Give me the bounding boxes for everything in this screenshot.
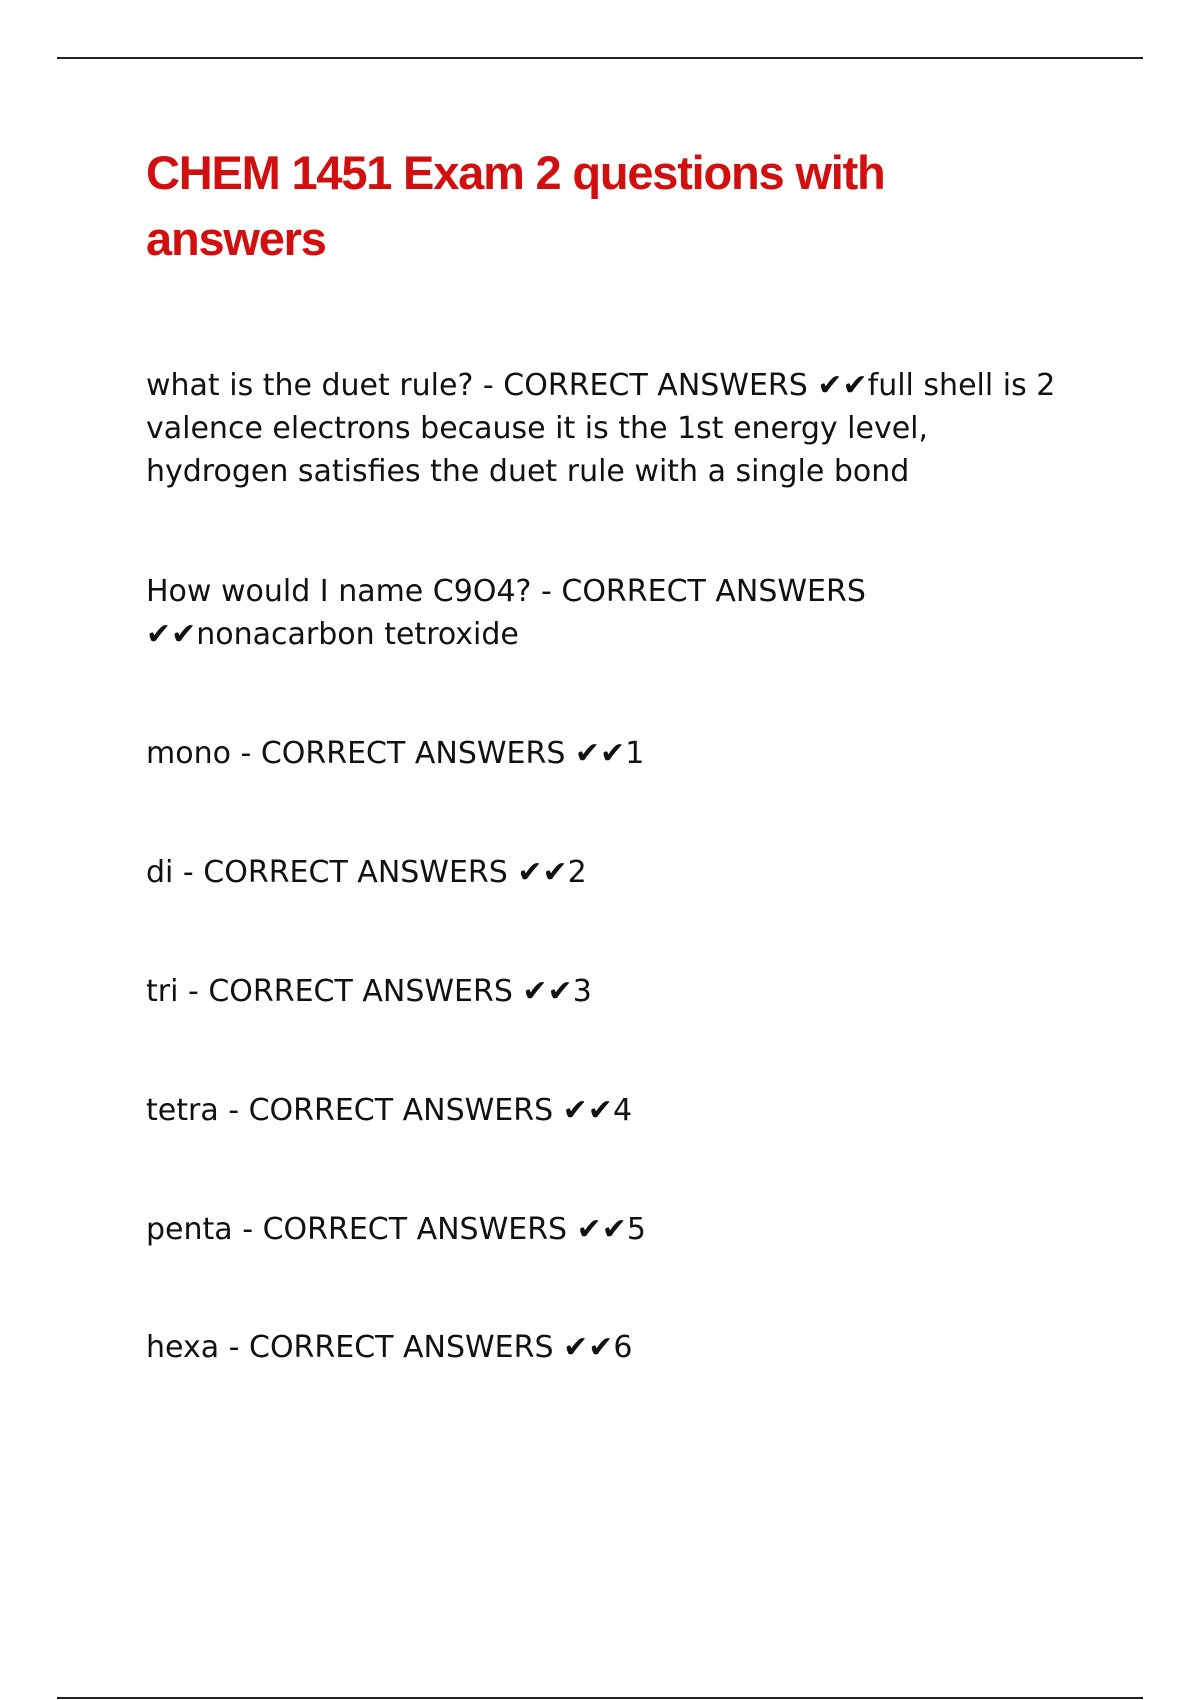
qa-question: penta: [146, 1212, 233, 1247]
qa-separator: - CORRECT ANSWERS: [531, 574, 866, 609]
document-title: CHEM 1451 Exam 2 questions with answers: [146, 146, 885, 265]
qa-answer: 5: [626, 1212, 647, 1247]
qa-entry: [146, 1089, 1066, 1132]
double-check-icon: ✔✔: [517, 855, 568, 890]
double-check-icon: ✔✔: [576, 1212, 627, 1247]
double-check-icon: ✔✔: [146, 617, 197, 652]
qa-separator: - CORRECT ANSWERS: [473, 368, 818, 403]
qa-entry: [146, 570, 946, 656]
double-check-icon: ✔✔: [563, 1330, 614, 1365]
qa-question: tri: [146, 974, 179, 1009]
qa-question: what is the duet rule?: [146, 368, 474, 403]
footer-rule: [57, 1697, 1143, 1699]
qa-entry: [146, 732, 1066, 775]
qa-question: How would I name C9O4?: [146, 574, 532, 609]
qa-entry: [146, 970, 1066, 1013]
double-check-icon: ✔✔: [574, 736, 626, 771]
qa-answer: 6: [613, 1330, 633, 1365]
qa-separator: - CORRECT ANSWERS: [219, 1330, 564, 1365]
qa-answer: 3: [572, 974, 592, 1009]
qa-answer: full shell is 2 valence electrons because it is the 1st energy level, hydrogen satisfies the duet rule with a single bond: [146, 368, 1056, 489]
qa-separator: - CORRECT ANSWERS: [218, 1093, 563, 1128]
qa-question: di: [146, 855, 174, 890]
qa-entry: [146, 1326, 1066, 1369]
qa-answer: 2: [567, 855, 587, 890]
qa-entry: [146, 851, 1066, 894]
qa-question: hexa: [146, 1330, 220, 1365]
double-check-icon: ✔✔: [562, 1093, 613, 1128]
double-check-icon: ✔✔: [817, 368, 868, 403]
qa-question: mono: [146, 736, 231, 771]
qa-entry: [146, 364, 1066, 493]
qa-answer: nonacarbon tetroxide: [196, 617, 519, 652]
qa-answer: 1: [625, 736, 645, 771]
qa-separator: - CORRECT ANSWERS: [230, 736, 575, 771]
qa-list: [146, 0, 1066, 1700]
qa-answer: 4: [612, 1093, 633, 1128]
double-check-icon: ✔✔: [522, 974, 573, 1009]
qa-separator: - CORRECT ANSWERS: [178, 974, 523, 1009]
qa-separator: - CORRECT ANSWERS: [232, 1212, 577, 1247]
qa-question: tetra: [146, 1093, 219, 1128]
qa-separator: - CORRECT ANSWERS: [173, 855, 518, 890]
qa-entry: [146, 1208, 1066, 1251]
